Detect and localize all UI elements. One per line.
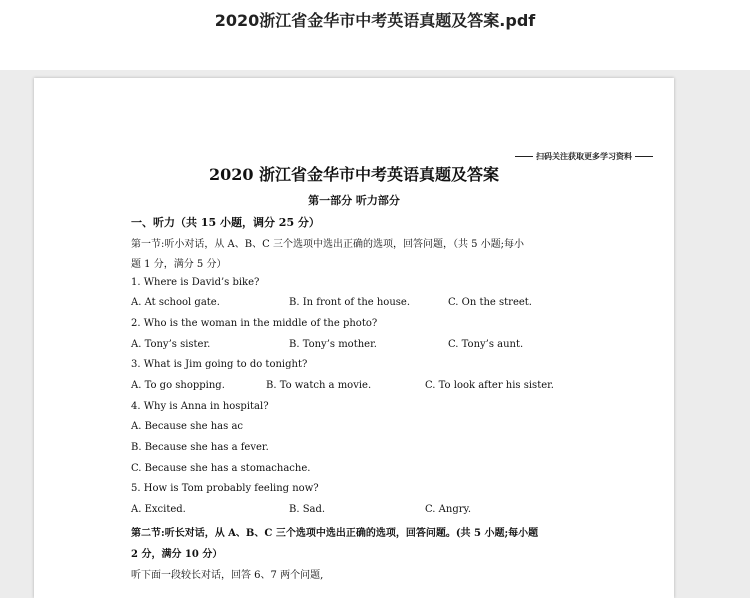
q5-option-c: C. Angry. xyxy=(425,504,471,515)
question-1: 1. Where is David’s bike? xyxy=(131,277,260,288)
q4-option-b: B. Because she has a fever. xyxy=(131,442,269,453)
q2-option-b: B. Tony’s mother. xyxy=(289,339,377,350)
watermark xyxy=(512,151,656,162)
q4-option-a: A. Because she has ac xyxy=(131,421,244,432)
subsection2-instruction-line2: 2 分，满分 10 分） xyxy=(131,549,223,560)
q3-option-c: C. To look after his sister. xyxy=(425,380,554,391)
document-page xyxy=(34,78,674,598)
question-3: 3. What is Jim going to do tonight? xyxy=(131,359,308,370)
q2-option-a: A. Tony’s sister. xyxy=(131,339,211,350)
subsection1-instruction-line2: 题 1 分，满分 5 分） xyxy=(131,259,227,270)
question-4: 4. Why is Anna in hospital? xyxy=(131,401,269,412)
page-title: 2020 浙江省金华市中考英语真题及答案 xyxy=(208,165,500,184)
part-title: 第一部分 听力部分 xyxy=(308,194,400,207)
watermark-text: 扫码关注获取更多学习资料 xyxy=(536,152,632,161)
question-2: 2. Who is the woman in the middle of the photo? xyxy=(131,318,378,329)
subsection1-instruction-line1: 第一节:听小对话，从 A、B、C 三个选项中选出正确的选项，回答问题，（共 5 小题;每小 xyxy=(131,239,525,250)
q5-option-b: B. Sad. xyxy=(289,504,326,515)
file-title: 2020浙江省金华市中考英语真题及答案.pdf xyxy=(214,11,536,30)
q4-option-c: C. Because she has a stomachache. xyxy=(131,463,311,474)
q1-option-b: B. In front of the house. xyxy=(289,297,411,308)
q5-option-a: A. Excited. xyxy=(131,504,186,515)
q2-option-c: C. Tony’s aunt. xyxy=(448,339,524,350)
section-heading: 一、听力（共 15 小题，调分 25 分） xyxy=(131,216,320,229)
q1-option-a: A. At school gate. xyxy=(131,297,220,308)
q3-option-b: B. To watch a movie. xyxy=(266,380,372,391)
watermark-rule-left xyxy=(515,156,533,157)
q3-option-a: A. To go shopping. xyxy=(131,380,225,391)
watermark-rule-right xyxy=(635,156,653,157)
question-5: 5. How is Tom probably feeling now? xyxy=(131,483,319,494)
q1-option-c: C. On the street. xyxy=(448,297,532,308)
viewer-header xyxy=(0,0,750,70)
subsection2-instruction-line1: 第二节:听长对话，从 A、B、C 三个选项中选出正确的选项，回答问题。(共 5 小题;每小题 xyxy=(131,528,539,539)
listening-instruction: 听下面一段较长对话，回答 6、7 两个问题, xyxy=(131,570,324,581)
